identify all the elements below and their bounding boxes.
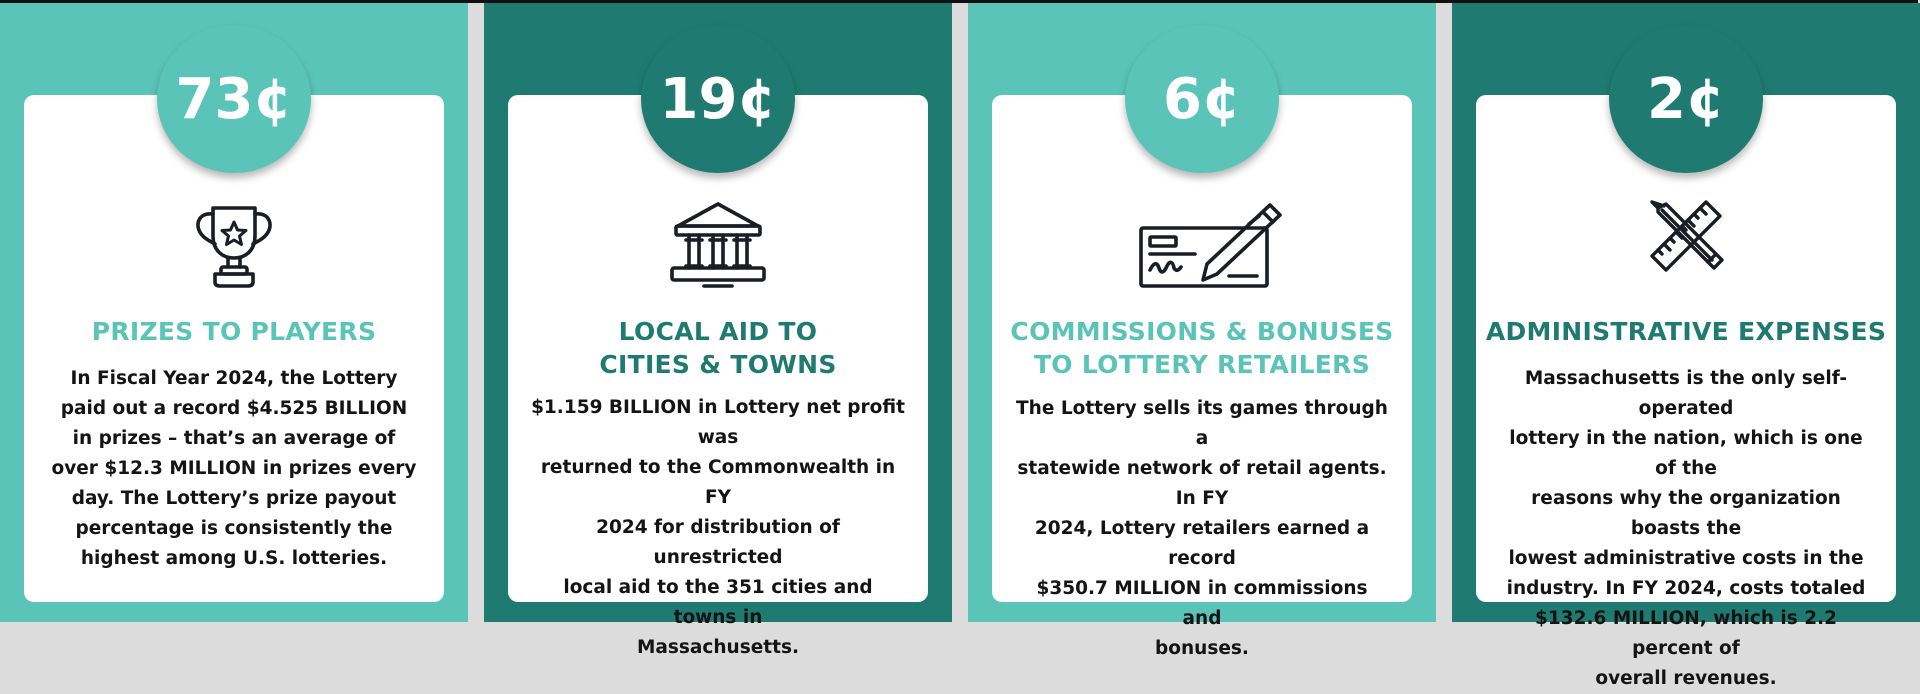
card-title (1476, 315, 1896, 348)
government-building-icon (668, 200, 768, 290)
body-line: The Lottery sells its games through a (1016, 398, 1388, 449)
title-line: PRIZES TO PLAYERS (91, 317, 377, 346)
title-line: LOCAL AID TO (618, 317, 818, 346)
title-line: ADMINISTRATIVE EXPENSES (1485, 317, 1887, 346)
card-body (530, 393, 906, 663)
title-line: COMMISSIONS & BONUSES (1010, 317, 1394, 346)
body-line: lowest administrative costs in the (1508, 548, 1864, 569)
trophy-icon (184, 200, 284, 290)
body-line: $132.6 MILLION, which is 2.2 percent of (1534, 608, 1837, 659)
body-line: percentage is consistently the (75, 518, 393, 539)
card-title (992, 315, 1412, 381)
panel-administrative-expenses (1452, 3, 1920, 689)
amount-badge: 19¢ (641, 25, 795, 173)
body-line: over $12.3 MILLION in prizes every (51, 458, 417, 479)
body-line: $1.159 BILLION in Lottery net profit was (531, 397, 905, 448)
panel-prizes-to-players (0, 3, 468, 622)
card-body (1498, 364, 1874, 694)
body-line: day. The Lottery’s prize payout (71, 488, 397, 509)
title-line: CITIES & TOWNS (599, 350, 837, 379)
card-title (508, 315, 928, 381)
body-line: local aid to the 351 cities and towns in (563, 577, 873, 628)
body-line: Massachusetts is the only self-operated (1524, 368, 1848, 419)
body-line: lottery in the nation, which is one of the (1509, 428, 1863, 479)
check-and-pen-icon (1137, 200, 1287, 290)
body-line: industry. In FY 2024, costs totaled (1506, 578, 1866, 599)
card-body (1014, 394, 1390, 664)
body-line: highest among U.S. lotteries. (80, 548, 388, 569)
amount-badge: 6¢ (1125, 25, 1279, 173)
body-line: overall revenues. (1595, 668, 1777, 689)
body-line: in prizes – that’s an average of (72, 428, 396, 449)
amount-badge: 73¢ (157, 25, 311, 173)
body-line: $350.7 MILLION in commissions and (1036, 578, 1368, 629)
body-line: returned to the Commonwealth in FY (540, 457, 896, 508)
body-line: 2024 for distribution of unrestricted (596, 517, 840, 568)
panel-local-aid (484, 3, 952, 658)
body-line: statewide network of retail agents. In FY (1017, 458, 1387, 509)
amount-badge: 2¢ (1609, 25, 1763, 173)
body-line: Massachusetts. (637, 637, 799, 658)
body-line: In Fiscal Year 2024, the Lottery (70, 368, 398, 389)
body-line: 2024, Lottery retailers earned a record (1034, 518, 1370, 569)
body-line: paid out a record $4.525 BILLION (60, 398, 408, 419)
card-title (24, 315, 444, 348)
body-line: bonuses. (1155, 638, 1249, 659)
card-body (46, 364, 422, 574)
pencil-ruler-icon (1636, 200, 1736, 290)
title-line: TO LOTTERY RETAILERS (1033, 350, 1371, 379)
panel-commissions (968, 3, 1436, 659)
body-line: reasons why the organization boasts the (1531, 488, 1841, 539)
